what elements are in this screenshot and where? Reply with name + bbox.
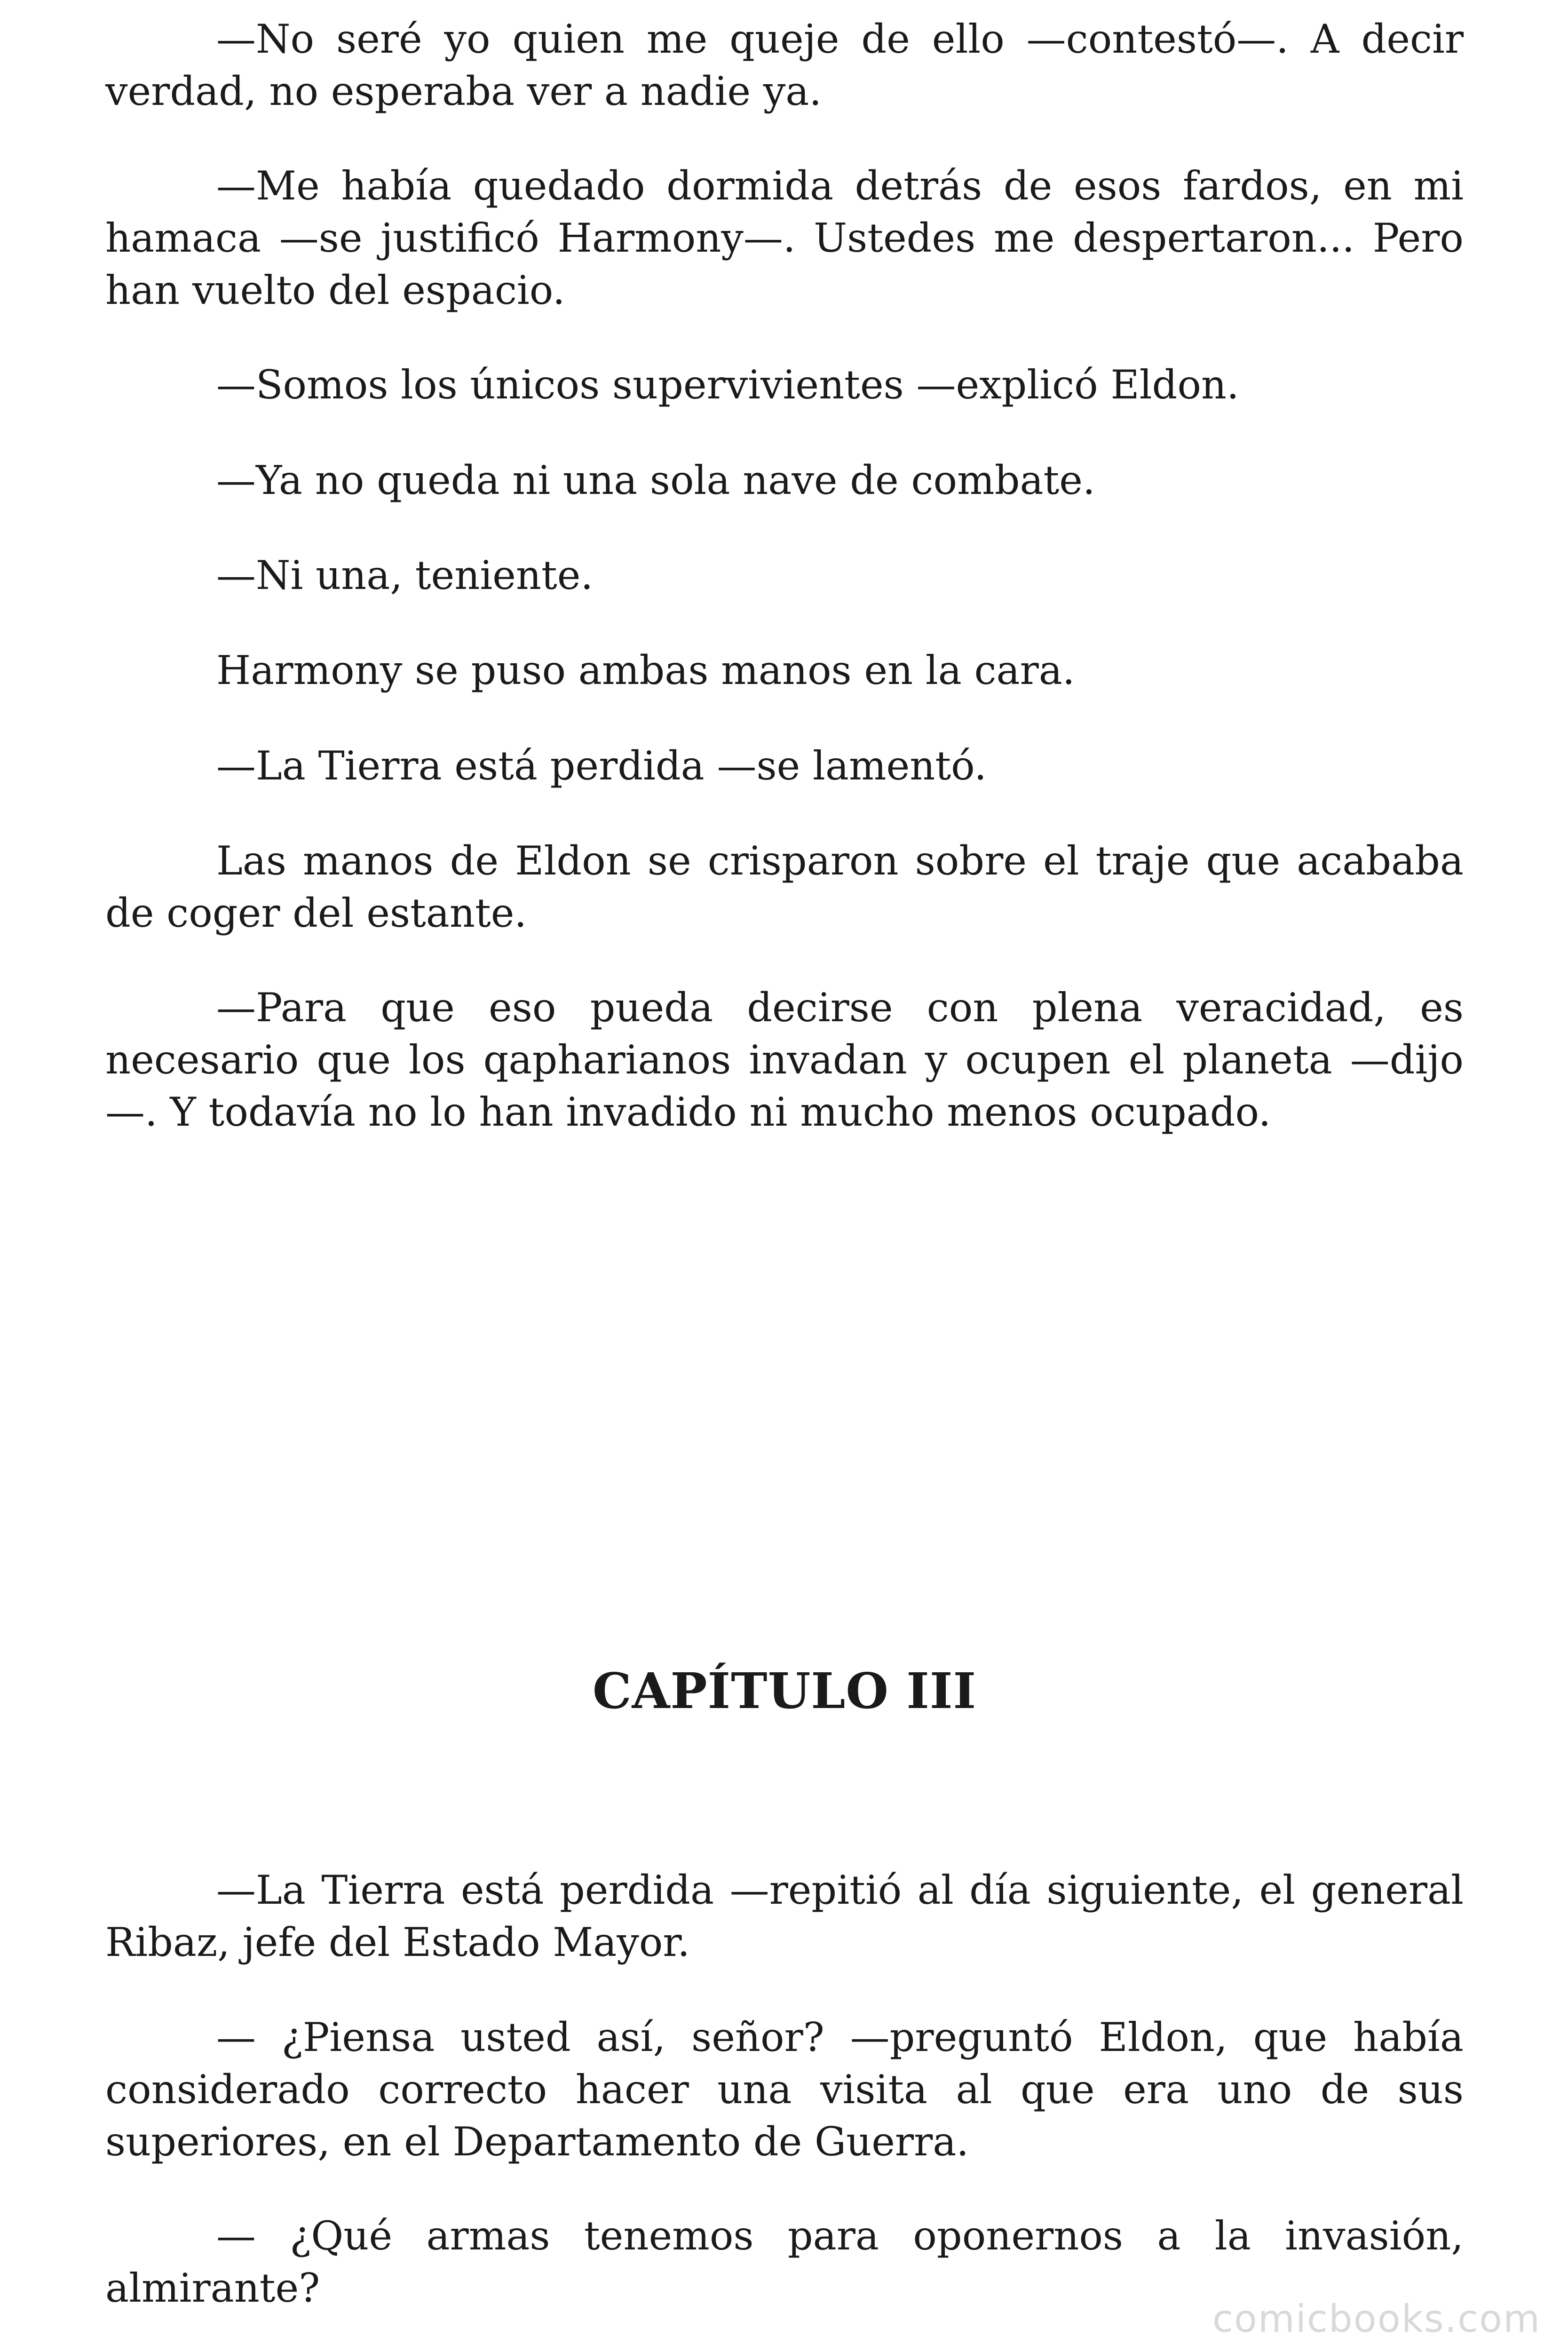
paragraph-text: —No seré yo quien me queje de ello —contestó—. A decir verdad, no esperaba ver a nadie ya. xyxy=(105,16,1464,114)
paragraph-text: Las manos de Eldon se crisparon sobre el traje que acababa de coger del estante. xyxy=(105,838,1464,936)
paragraph-9 xyxy=(105,982,1464,1138)
paragraph-8 xyxy=(105,835,1464,939)
paragraph-text: — ¿Qué armas tenemos para oponernos a la invasión, almirante? xyxy=(105,2213,1464,2311)
paragraph-text: —Para que eso pueda decirse con plena veracidad, es necesario que los qapharianos invadan y ocupen el planeta —dijo—. Y todavía no lo han invadido ni mucho menos ocupado. xyxy=(105,985,1464,1135)
paragraph-text: —Ya no queda ni una sola nave de combate. xyxy=(216,457,1095,503)
chapter-heading: CAPÍTULO III xyxy=(592,1662,977,1720)
paragraph-text: — ¿Piensa usted así, señor? —preguntó Eldon, que había considerado correcto hacer una visita al que era uno de sus superiores, en el Departamento de Guerra. xyxy=(105,2014,1464,2165)
paragraph-text: —La Tierra está perdida —repitió al día siguiente, el general Ribaz, jefe del Estado Mayor. xyxy=(105,1867,1464,1965)
paragraph-7 xyxy=(105,740,1464,792)
watermark: comicbooks.com xyxy=(1212,2297,1541,2341)
paragraph-2 xyxy=(105,160,1464,317)
paragraph-5 xyxy=(105,549,1464,602)
paragraph-text: —Ni una, teniente. xyxy=(216,552,594,598)
paragraph-1 xyxy=(105,13,1464,118)
paragraph-text: —La Tierra está perdida —se lamentó. xyxy=(216,743,987,789)
paragraph-10 xyxy=(105,1864,1464,1969)
paragraph-text: Harmony se puso ambas manos en la cara. xyxy=(216,647,1075,693)
paragraph-11 xyxy=(105,2011,1464,2168)
paragraph-text: —Somos los únicos supervivientes —explicó Eldon. xyxy=(216,362,1239,408)
paragraph-4 xyxy=(105,454,1464,507)
paragraph-text: —Me había quedado dormida detrás de esos fardos, en mi hamaca —se justificó Harmony—. Ustedes me despertaron... Pero han vuelto del espacio. xyxy=(105,163,1464,313)
paragraph-6 xyxy=(105,644,1464,697)
paragraph-3 xyxy=(105,359,1464,411)
